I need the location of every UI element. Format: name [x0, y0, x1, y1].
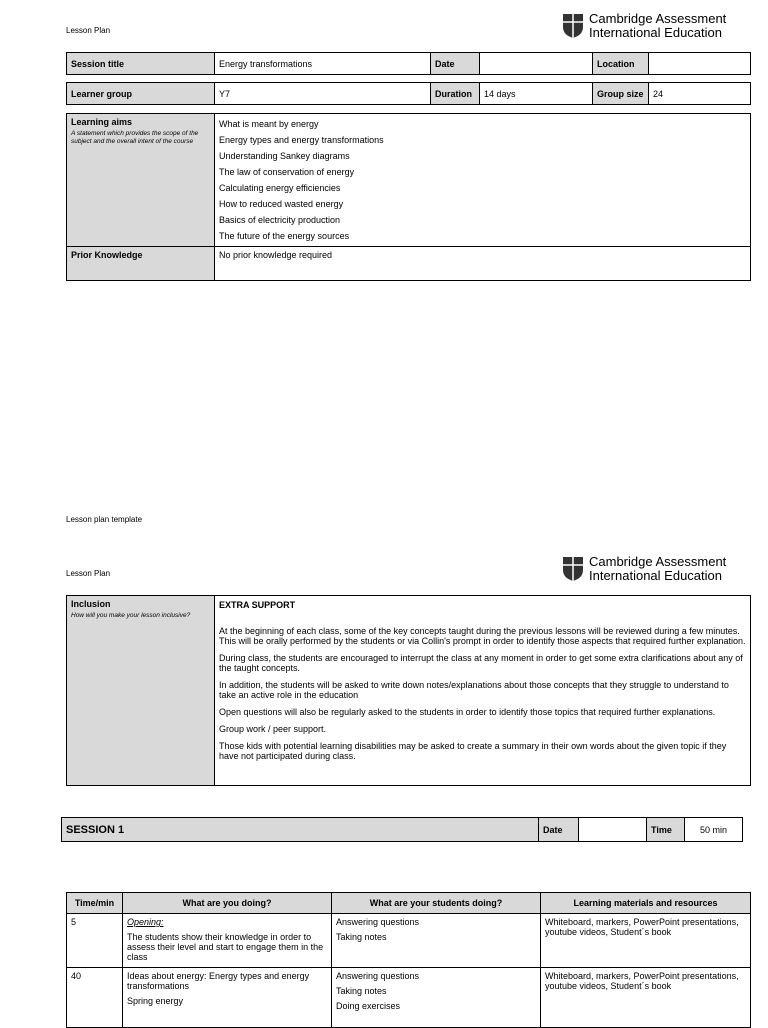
aim-item: Understanding Sankey diagrams [219, 151, 350, 161]
extra-support-heading: EXTRA SUPPORT [219, 600, 296, 610]
aim-item: The law of conservation of energy [219, 167, 355, 177]
aim-item: What is meant by energy [219, 119, 319, 129]
plan-header: Time/min [67, 893, 123, 914]
doing-cell [123, 914, 332, 968]
students-text: Taking notes [336, 986, 387, 996]
crest-icon [562, 13, 584, 39]
header-label: Lesson Plan [66, 26, 111, 35]
duration-value: 14 days [480, 83, 593, 105]
location-value [649, 53, 751, 75]
plan-header: Learning materials and resources [541, 893, 751, 914]
duration-label: Duration [431, 83, 480, 105]
time-cell: 5 [67, 914, 123, 968]
aims-label-cell [67, 114, 215, 247]
session-date-label: Date [539, 818, 579, 842]
logo-line-1: Cambridge Assessment [589, 11, 727, 26]
doing-text: Ideas about energy: Energy types and energy transformations [127, 971, 310, 991]
table-row [67, 968, 751, 1028]
session-label: SESSION 1 [62, 818, 539, 842]
logo-line-2: International Education [589, 25, 722, 40]
students-text: Taking notes [336, 932, 387, 942]
aim-item: Energy types and energy transformations [219, 135, 384, 145]
header-label-2: Lesson Plan [66, 569, 111, 578]
aims-label: Learning aims [71, 117, 133, 127]
date-value [480, 53, 593, 75]
logo-line-1: Cambridge Assessment [589, 554, 727, 569]
inclusion-paragraph: Those kids with potential learning disabilities may be asked to create a summary in their own words about the given topic if they have not participated during class. [219, 741, 727, 761]
aims-list [215, 114, 751, 247]
table-row [67, 914, 751, 968]
prior-knowledge-label: Prior Knowledge [67, 247, 215, 281]
students-text: Doing exercises [336, 1001, 401, 1011]
materials-text: Whiteboard, markers, PowerPoint presentations, youtube videos, Student´s book [545, 971, 739, 991]
session-table [61, 817, 743, 842]
opening-label: Opening: [127, 917, 164, 927]
footer-label: Lesson plan template [66, 515, 143, 524]
inclusion-note: How will you make your lesson inclusive? [71, 612, 191, 619]
session-title-label: Session title [67, 53, 215, 75]
inclusion-paragraph: Open questions will also be regularly asked to the students in order to identify those topics that required further explanations. [219, 707, 716, 717]
doing-text: The students show their knowledge in order to assess their level and start to engage them in the class [127, 932, 324, 962]
students-cell [332, 968, 541, 1028]
inclusion-paragraph: At the beginning of each class, some of the key concepts taught during the previous lessons will be reviewed during a few minutes. This will be orally performed by the students or via Collin's prompt in order to identify those aspects that required further explanation. [219, 626, 746, 646]
doing-text: Spring energy [127, 996, 184, 1006]
materials-text: Whiteboard, markers, PowerPoint presentations, youtube videos, Student´s book [545, 917, 739, 937]
group-size-value: 24 [649, 83, 751, 105]
session-date-value [579, 818, 647, 842]
aims-table [66, 113, 751, 281]
aims-note: A statement which provides the scope of the subject and the overall intent of the course [71, 130, 199, 145]
inclusion-table [66, 595, 751, 786]
materials-cell [541, 914, 751, 968]
session-title-table [66, 52, 751, 75]
aim-item: The future of the energy sources [219, 231, 350, 241]
doing-cell [123, 968, 332, 1028]
crest-icon [562, 556, 584, 582]
session-title-value: Energy transformations [215, 53, 431, 75]
prior-knowledge-value: No prior knowledge required [215, 247, 751, 281]
inclusion-label: Inclusion [71, 599, 111, 609]
inclusion-paragraph: Group work / peer support. [219, 724, 327, 734]
students-text: Answering questions [336, 971, 420, 981]
session-time-value: 50 min [685, 818, 743, 842]
learner-group-table [66, 82, 751, 105]
inclusion-content [215, 596, 751, 786]
cambridge-logo [562, 12, 726, 40]
learner-group-label: Learner group [67, 83, 215, 105]
time-cell: 40 [67, 968, 123, 1028]
inclusion-paragraph: In addition, the students will be asked to write down notes/explanations about those concepts that they struggle to understand to take an active role in the education [219, 680, 729, 700]
students-text: Answering questions [336, 917, 420, 927]
students-cell [332, 914, 541, 968]
inclusion-paragraph: During class, the students are encouraged to interrupt the class at any moment in order to get some extra clarifications about any of the taught concepts. [219, 653, 743, 673]
aim-item: Calculating energy efficiencies [219, 183, 341, 193]
materials-cell [541, 968, 751, 1028]
inclusion-label-cell [67, 596, 215, 786]
plan-header: What are you doing? [123, 893, 332, 914]
plan-header: What are your students doing? [332, 893, 541, 914]
learner-group-value: Y7 [215, 83, 431, 105]
session-time-label: Time [647, 818, 685, 842]
date-label: Date [431, 53, 480, 75]
location-label: Location [593, 53, 649, 75]
aim-item: How to reduced wasted energy [219, 199, 344, 209]
cambridge-logo-2 [562, 555, 726, 583]
plan-table [66, 892, 751, 1028]
logo-line-2: International Education [589, 568, 722, 583]
aim-item: Basics of electricity production [219, 215, 341, 225]
group-size-label: Group size [593, 83, 649, 105]
